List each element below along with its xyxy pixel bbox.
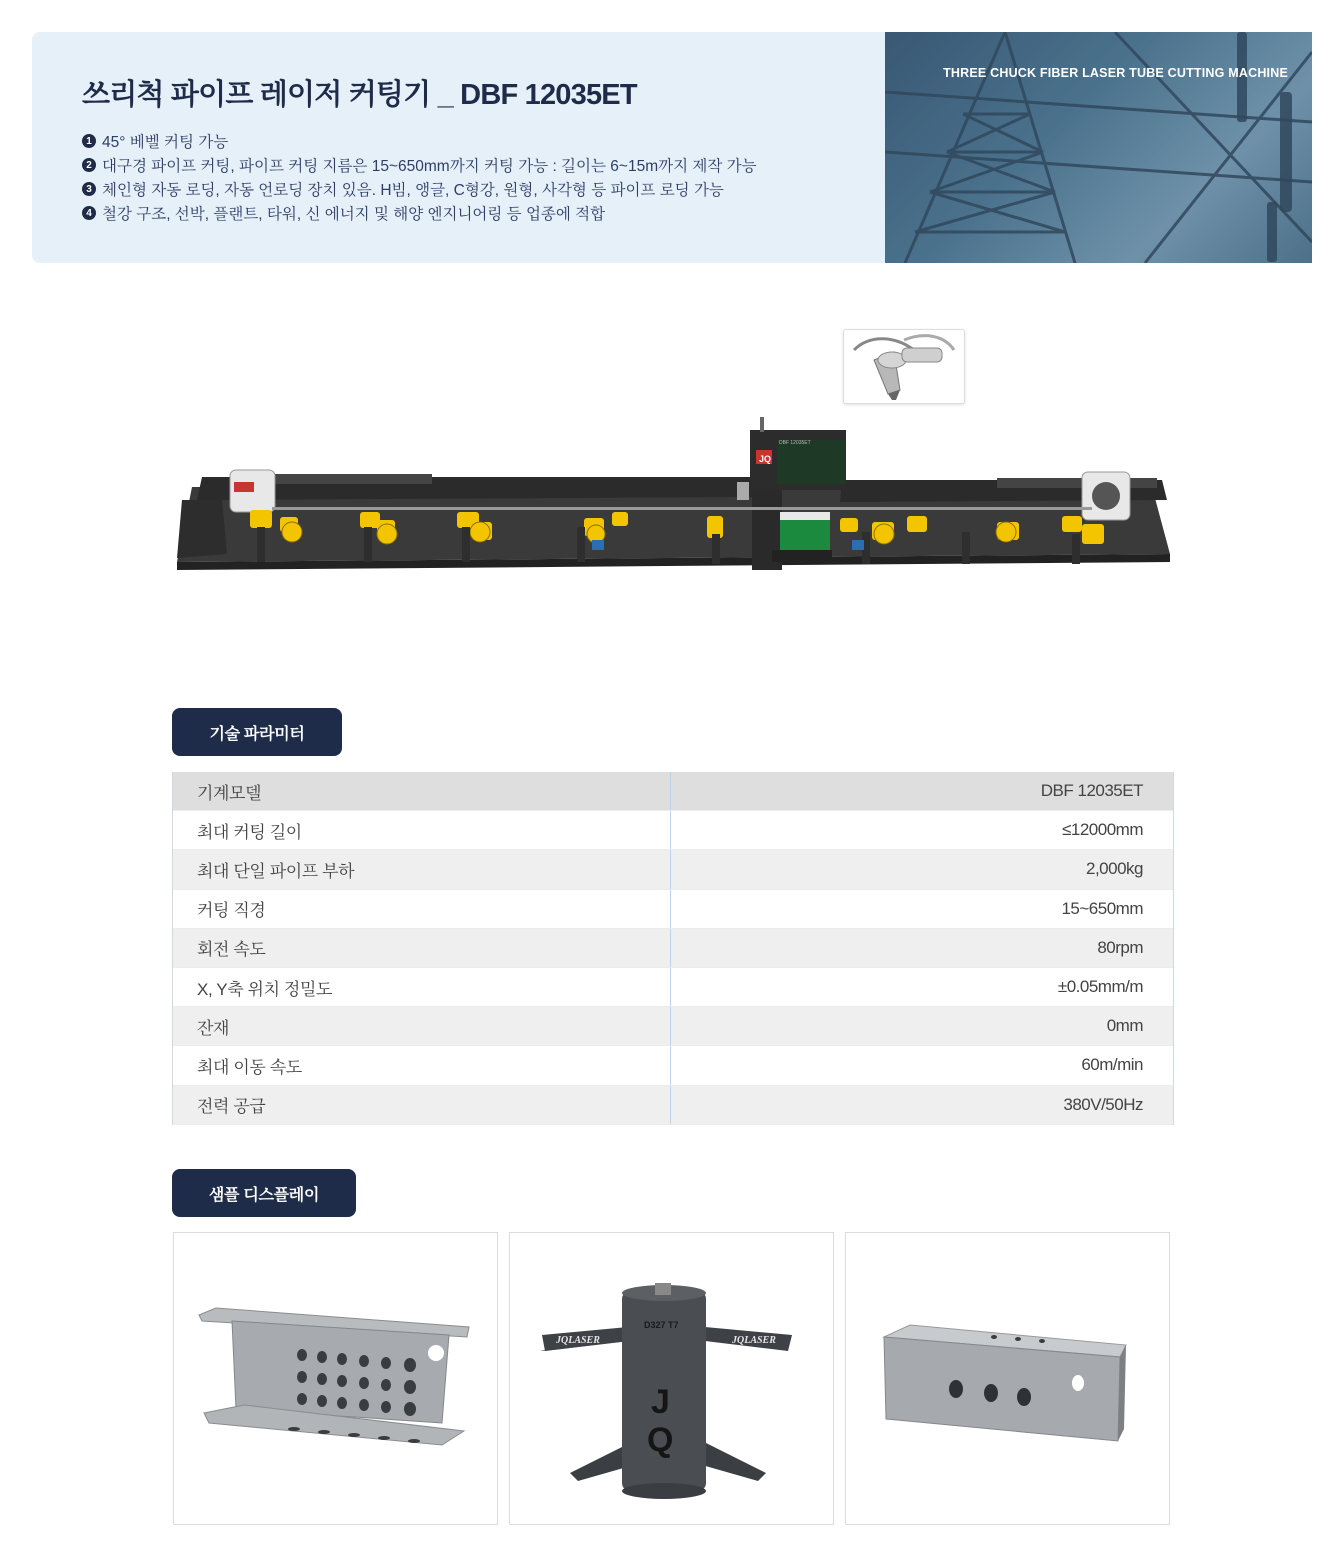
feature-text: 45° 베벨 커팅 가능 (102, 134, 229, 151)
machine-model-plate: DBF 12035ET (779, 440, 811, 446)
table-row (173, 772, 1173, 811)
feature-item (82, 177, 757, 201)
param-value: 60m/min (1081, 1055, 1143, 1075)
cutting-head-inset-image (843, 329, 965, 404)
h-beam-icon (174, 1233, 499, 1526)
banner-photo-tower (885, 32, 1312, 263)
page-title: 쓰리척 파이프 레이저 커팅기 _ DBF 12035ET (82, 79, 637, 111)
sample-jq-tube-image (509, 1232, 834, 1525)
tube-letter-q: Q (647, 1421, 674, 1459)
param-label: 최대 이동 속도 (173, 1046, 671, 1084)
feature-list (82, 129, 757, 225)
param-value: 2,000kg (1086, 859, 1143, 879)
table-row (173, 929, 1173, 968)
table-row (173, 850, 1173, 889)
param-value: 380V/50Hz (1063, 1094, 1143, 1114)
tab-tech-params: 기술 파라미터 (172, 708, 342, 756)
number-badge: 2 (82, 158, 96, 172)
param-label: 잔재 (173, 1007, 671, 1045)
param-table (172, 772, 1174, 1125)
param-value: 0mm (1106, 1016, 1143, 1036)
param-value: ≤12000mm (1062, 820, 1143, 840)
laser-head-icon (844, 330, 964, 403)
param-label: 커팅 직경 (173, 890, 671, 928)
sample-square-tube-image (845, 1232, 1170, 1525)
table-row (173, 1086, 1173, 1125)
feature-item (82, 201, 757, 225)
param-label: 최대 커팅 길이 (173, 811, 671, 849)
table-row (173, 811, 1173, 850)
feature-text: 대구경 파이프 커팅, 파이프 커팅 지름은 15~650mm까지 커팅 가능 : 길이는 6~15m까지 제작 가능 (102, 158, 757, 175)
feature-item (82, 129, 757, 153)
table-row (173, 968, 1173, 1007)
feature-text: 체인형 자동 로딩, 자동 언로딩 장치 있음. H빔, 앵글, C형강, 원형, 사각형 등 파이프 로딩 가능 (102, 182, 724, 199)
arm-label-right: JQLASER (732, 1335, 776, 1346)
square-tube-icon (846, 1233, 1171, 1526)
param-label: X, Y축 위치 정밀도 (173, 968, 671, 1006)
param-value: 15~650mm (1061, 898, 1143, 918)
param-label: 회전 속도 (173, 929, 671, 967)
banner-text-panel (32, 32, 885, 263)
tab-sample-display: 샘플 디스플레이 (172, 1169, 356, 1217)
param-value: 80rpm (1097, 937, 1143, 957)
param-value: DBF 12035ET (1040, 781, 1143, 801)
machine-illustration (172, 322, 1172, 582)
param-label: 최대 단일 파이프 부하 (173, 850, 671, 888)
machine-badge: JQ (759, 454, 772, 464)
tube-label: D327 T7 (644, 1320, 679, 1330)
feature-text: 철강 구조, 선박, 플랜트, 타워, 신 에너지 및 해양 엔지니어링 등 업종에 적합 (102, 206, 606, 223)
feature-item (82, 153, 757, 177)
sample-h-beam-image (173, 1232, 498, 1525)
laser-tube-cutting-machine-image (172, 322, 1172, 582)
arm-label-left: JQLASER (556, 1335, 600, 1346)
param-value: ±0.05mm/m (1057, 977, 1143, 997)
table-row (173, 1007, 1173, 1046)
table-row (173, 890, 1173, 929)
banner-caption: THREE CHUCK FIBER LASER TUBE CUTTING MACHINE (943, 66, 1288, 80)
tube-letter-j: J (651, 1383, 670, 1421)
jq-tube-icon (510, 1233, 835, 1526)
number-badge: 4 (82, 206, 96, 220)
header-banner (32, 32, 1312, 263)
number-badge: 3 (82, 182, 96, 196)
param-label: 기계모델 (173, 772, 671, 810)
param-label: 전력 공급 (173, 1086, 671, 1124)
number-badge: 1 (82, 134, 96, 148)
table-row (173, 1046, 1173, 1085)
